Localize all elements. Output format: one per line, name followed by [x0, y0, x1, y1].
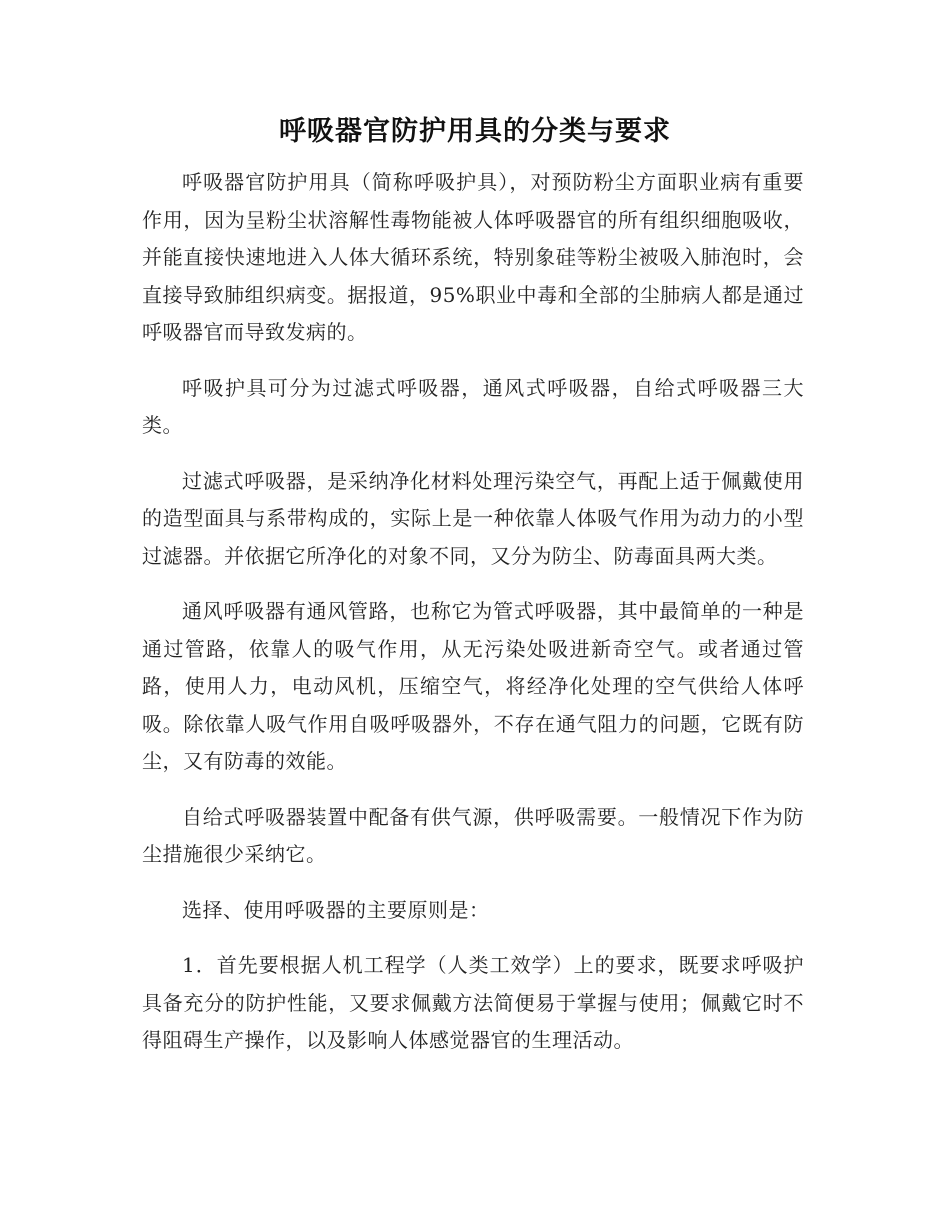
paragraph-ventilated-respirator: 通风呼吸器有通风管路，也称它为管式呼吸器，其中最简单的一种是通过管路，依靠人的吸气作用，从无污染处吸进新奇空气。或者通过管路，使用人力，电动风机，压缩空气，将经净化处理的空气供给人体呼吸。除依靠人吸气作用自吸呼吸器外，不存在通气阻力的问题，它既有防尘，又有防毒的效能。 [142, 599, 804, 773]
paragraph-categories: 呼吸护具可分为过滤式呼吸器，通风式呼吸器，自给式呼吸器三大类。 [142, 375, 804, 437]
paragraph-principle-1: 1．首先要根据人机工程学（人类工效学）上的要求，既要求呼吸护具备充分的防护性能，又要求佩戴方法简便易于掌握与使用；佩戴它时不得阻碍生产操作，以及影响人体感觉器官的生理活动。 [142, 953, 804, 1052]
document-title: 呼吸器官防护用具的分类与要求 [279, 116, 671, 147]
paragraph-intro: 呼吸器官防护用具（简称呼吸护具），对预防粉尘方面职业病有重要作用，因为呈粉尘状溶解性毒物能被人体呼吸器官的所有组织细胞吸收，并能直接快速地进入人体大循环系统，特别象硅等粉尘被吸入肺泡时，会直接导致肺组织病变。据报道，95%职业中毒和全部的尘肺病人都是通过呼吸器官而导致发病的。 [142, 170, 804, 344]
paragraph-filter-respirator: 过滤式呼吸器，是采纳净化材料处理污染空气，再配上适于佩戴使用的造型面具与系带构成的，实际上是一种依靠人体吸气作用为动力的小型过滤器。并依据它所净化的对象不同，又分为防尘、防毒面具两大类。 [142, 468, 804, 568]
paragraph-self-contained-respirator: 自给式呼吸器装置中配备有供气源，供呼吸需要。一般情况下作为防尘措施很少采纳它。 [142, 804, 804, 866]
document-body [142, 164, 804, 1078]
paragraph-principles-heading: 选择、使用呼吸器的主要原则是： [182, 897, 490, 922]
